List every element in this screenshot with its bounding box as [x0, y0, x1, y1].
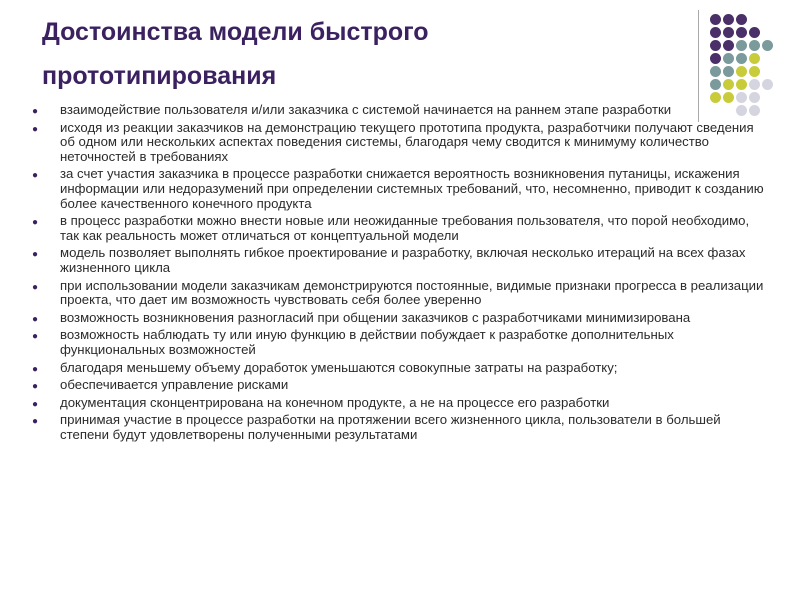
slide-title-line-1: Достоинства модели быстрого	[42, 18, 429, 46]
decorative-dot	[736, 66, 747, 77]
decorative-dot	[736, 14, 747, 25]
list-item	[32, 361, 767, 376]
bullet-icon: ●	[32, 217, 39, 229]
bullet-icon: ●	[32, 381, 39, 393]
list-item-text: принимая участие в процессе разработки на протяжении всего жизненного цикла, пользователи в большей степени будут удовлетворены полученными результатами	[60, 412, 721, 442]
list-item	[32, 246, 767, 275]
list-item-text: при использовании модели заказчикам демонстрируются постоянные, видимые признаки прогресса в реализации проекта, что дает им возможность чувствовать себя более уверенно	[60, 277, 764, 308]
decorative-dot	[736, 53, 747, 64]
decorative-dot	[723, 79, 734, 90]
bullet-icon: ●	[32, 398, 39, 410]
decorative-dot	[710, 92, 721, 103]
list-item	[32, 413, 767, 442]
list-item-text: исходя из реакции заказчиков на демонстрацию текущего прототипа продукта, разработчики получают сведения об одном или нескольких аспектах поведения системы, благодаря чему сводится к минимуму количество неточностей в требованиях	[60, 119, 754, 164]
list-item-text: обеспечивается управление рисками	[60, 377, 289, 393]
decorative-dot	[710, 14, 721, 25]
decorative-dot	[736, 92, 747, 103]
decorative-dot	[723, 40, 734, 51]
list-item	[32, 396, 767, 411]
decorative-dot	[710, 53, 721, 64]
list-item-text: в процесс разработки можно внести новые или неожиданные требования пользователя, что порой необходимо, так как реальность может отличаться от концептуальной модели	[60, 213, 750, 243]
list-item-text: благодаря меньшему объему доработок уменьшаются совокупные затраты на разработку;	[60, 359, 618, 375]
list-item-text: возможность наблюдать ту или иную функцию в действии побуждает к разработке дополнительных функциональных возможностей	[60, 327, 674, 357]
decorative-dot	[710, 40, 721, 51]
list-item	[32, 214, 767, 243]
decorative-dot	[736, 40, 747, 51]
decorative-dot	[749, 40, 760, 51]
list-item	[32, 103, 767, 118]
bullet-icon: ●	[32, 416, 39, 428]
slide-title-line-2: прототипирования	[42, 62, 277, 90]
bullet-icon: ●	[32, 249, 39, 261]
decorative-dot	[749, 92, 760, 103]
list-item	[32, 167, 767, 211]
list-item	[32, 279, 767, 308]
list-item	[32, 311, 767, 326]
decorative-dot	[736, 79, 747, 90]
list-item	[32, 121, 767, 165]
list-item-text: возможность возникновения разногласий при общении заказчиков с разработчиками минимизирована	[60, 309, 691, 325]
list-item-text: за счет участия заказчика в процессе разработки снижается вероятность возникновения путаницы, искажения информации или недоразумений при определении системных требований, что, несомненно, приводит к созданию более качественного конечного продукта	[60, 166, 764, 211]
list-item-text: документация сконцентрирована на конечном продукте, а не на процессе его разработки	[60, 394, 610, 410]
list-item	[32, 378, 767, 393]
decorative-dot	[749, 27, 760, 38]
decorative-dot	[749, 66, 760, 77]
bullet-icon: ●	[32, 106, 39, 117]
decorative-dot	[723, 53, 734, 64]
decorative-dot	[710, 79, 721, 90]
bullet-icon: ●	[32, 123, 39, 135]
bullet-icon: ●	[32, 363, 39, 375]
decorative-dot	[710, 66, 721, 77]
decorative-dot	[749, 79, 760, 90]
decorative-dot	[723, 92, 734, 103]
list-item-text: взаимодействие пользователя и/или заказчика с системой начинается на раннем этапе разработки	[60, 102, 672, 117]
decorative-dot	[710, 27, 721, 38]
bullet-icon: ●	[32, 313, 39, 325]
bullet-icon: ●	[32, 281, 39, 293]
decorative-dot	[762, 40, 773, 51]
bullet-icon: ●	[32, 170, 39, 182]
decorative-dot	[762, 79, 773, 90]
advantages-list	[32, 103, 767, 445]
decorative-dot	[723, 27, 734, 38]
list-item	[32, 328, 767, 357]
decorative-dot	[749, 53, 760, 64]
bullet-icon: ●	[32, 331, 39, 343]
list-item-text: модель позволяет выполнять гибкое проектирование и разработку, включая несколько итераций на всех фазах жизненного цикла	[60, 245, 746, 275]
decorative-dot	[736, 27, 747, 38]
decorative-dot	[723, 66, 734, 77]
slide-title	[42, 10, 642, 98]
decorative-dot	[723, 14, 734, 25]
